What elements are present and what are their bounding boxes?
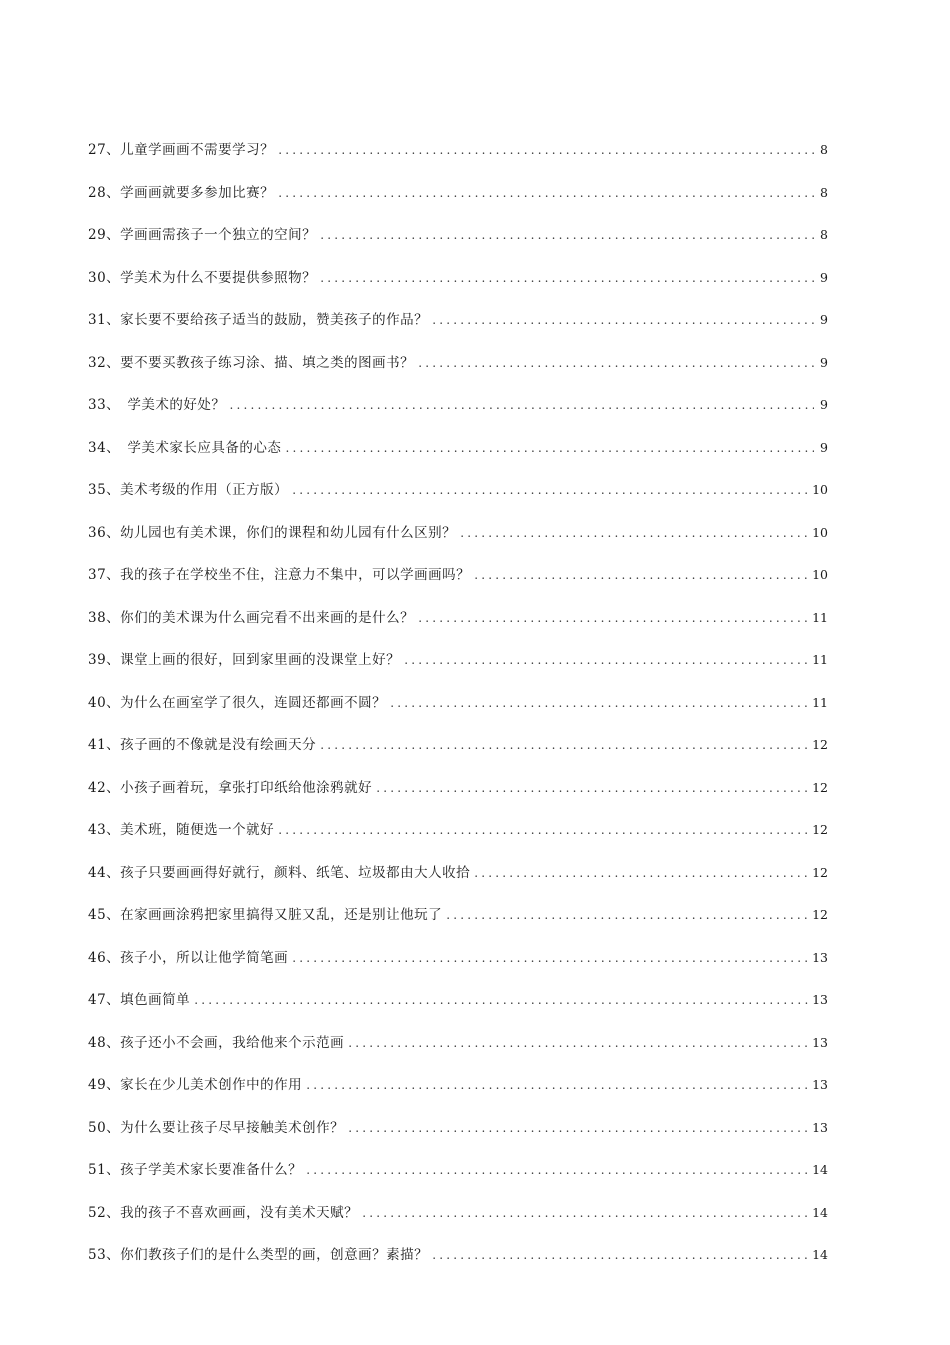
toc-page-number: 13 bbox=[812, 1034, 828, 1050]
toc-entry-title: 38、你们的美术课为什么画完看不出来画的是什么？ bbox=[88, 609, 415, 626]
toc-dot-leader bbox=[320, 257, 814, 300]
toc-page-number: 10 bbox=[812, 524, 828, 540]
toc-entry[interactable] bbox=[88, 299, 828, 342]
toc-page-number: 11 bbox=[812, 609, 828, 625]
toc-page-number: 12 bbox=[812, 737, 828, 752]
toc-entry-title: 46、孩子小，所以让他学简笔画 bbox=[88, 949, 289, 966]
toc-dot-leader bbox=[348, 1022, 808, 1065]
toc-dot-leader bbox=[285, 427, 814, 470]
toc-entry-title: 42、小孩子画着玩，拿张打印纸给他涂鸦就好 bbox=[88, 779, 373, 796]
toc-entry-title: 43、美术班，随便选一个就好 bbox=[88, 822, 275, 838]
toc-entry-title: 51、孩子学美术家长要准备什么？ bbox=[88, 1162, 303, 1178]
toc-entry-title: 29、学画画需孩子一个独立的空间？ bbox=[88, 227, 317, 243]
toc-entry-title: 32、要不要买教孩子练习涂、描、填之类的图画书？ bbox=[88, 354, 415, 371]
toc-entry[interactable] bbox=[88, 979, 828, 1022]
toc-entry[interactable] bbox=[88, 512, 828, 555]
toc-dot-leader bbox=[278, 172, 814, 215]
toc-entry[interactable] bbox=[88, 469, 828, 512]
toc-page-number: 9 bbox=[820, 354, 828, 370]
toc-dot-leader bbox=[278, 129, 814, 172]
toc-dot-leader bbox=[194, 979, 808, 1022]
toc-page-number: 14 bbox=[812, 1247, 828, 1262]
toc-dot-leader bbox=[362, 1192, 808, 1235]
toc-entry[interactable] bbox=[88, 129, 828, 172]
toc-dot-leader bbox=[446, 894, 808, 937]
toc-entry-title: 53、你们教孩子们的是什么类型的画，创意画？素描？ bbox=[88, 1247, 429, 1263]
toc-entry[interactable] bbox=[88, 1192, 828, 1235]
toc-entry[interactable] bbox=[88, 639, 828, 682]
toc-dot-leader bbox=[292, 937, 808, 980]
toc-page-number: 9 bbox=[820, 439, 828, 455]
toc-entry[interactable] bbox=[88, 554, 828, 597]
toc-entry[interactable] bbox=[88, 1064, 828, 1107]
toc-entry-title: 50、为什么要让孩子尽早接触美术创作？ bbox=[88, 1119, 345, 1136]
toc-dot-leader bbox=[474, 852, 808, 895]
toc-page-number: 13 bbox=[812, 1119, 828, 1135]
toc-entry[interactable] bbox=[88, 1234, 828, 1277]
toc-page-number: 8 bbox=[820, 227, 828, 242]
toc-dot-leader bbox=[320, 724, 808, 767]
toc-entry-title: 41、孩子画的不像就是没有绘画天分 bbox=[88, 737, 317, 753]
toc-entry-title: 49、家长在少儿美术创作中的作用 bbox=[88, 1077, 303, 1093]
toc-entry[interactable] bbox=[88, 894, 828, 937]
toc-dot-leader bbox=[229, 384, 814, 427]
toc-entry-title: 52、我的孩子不喜欢画画，没有美术天赋？ bbox=[88, 1204, 359, 1221]
toc-entry-title: 35、美术考级的作用（正方版） bbox=[88, 482, 289, 498]
toc-page-number: 13 bbox=[812, 949, 828, 965]
toc-entry-title: 33、 学美术的好处？ bbox=[88, 397, 226, 413]
toc-entry-title: 30、学美术为什么不要提供参照物？ bbox=[88, 269, 317, 286]
toc-entry[interactable] bbox=[88, 1149, 828, 1192]
toc-dot-leader bbox=[278, 809, 808, 852]
toc-entry[interactable] bbox=[88, 767, 828, 810]
toc-entry[interactable] bbox=[88, 597, 828, 640]
toc-page-number: 11 bbox=[812, 694, 828, 710]
toc-page-number: 14 bbox=[812, 1162, 828, 1177]
toc-entry-title: 44、孩子只要画画得好就行，颜料、纸笔、垃圾都由大人收拾 bbox=[88, 864, 471, 881]
toc-dot-leader bbox=[404, 639, 808, 682]
toc-page-number: 11 bbox=[812, 652, 828, 667]
toc-dot-leader bbox=[418, 342, 814, 385]
toc-page-number: 9 bbox=[820, 269, 828, 285]
toc-dot-leader bbox=[292, 469, 808, 512]
toc-page-number: 12 bbox=[812, 779, 828, 795]
toc-dot-leader bbox=[460, 512, 808, 555]
toc-entry-title: 39、课堂上画的很好，回到家里画的没课堂上好？ bbox=[88, 652, 401, 668]
toc-page-number: 8 bbox=[820, 142, 828, 157]
toc-dot-leader bbox=[432, 299, 814, 342]
toc-entry[interactable] bbox=[88, 852, 828, 895]
toc-entry[interactable] bbox=[88, 809, 828, 852]
toc-entry[interactable] bbox=[88, 1107, 828, 1150]
toc-entry-title: 28、学画画就要多参加比赛？ bbox=[88, 184, 275, 201]
toc-dot-leader bbox=[320, 214, 814, 257]
toc-page-number: 10 bbox=[812, 567, 828, 582]
toc-dot-leader bbox=[348, 1107, 808, 1150]
toc-entry[interactable] bbox=[88, 384, 828, 427]
toc-dot-leader bbox=[418, 597, 808, 640]
toc-dot-leader bbox=[432, 1234, 808, 1277]
toc-entry[interactable] bbox=[88, 257, 828, 300]
toc-page-number: 9 bbox=[820, 312, 828, 327]
toc-entry[interactable] bbox=[88, 342, 828, 385]
toc-entry-title: 36、幼儿园也有美术课，你们的课程和幼儿园有什么区别？ bbox=[88, 524, 457, 541]
toc-entry-title: 45、在家画画涂鸦把家里搞得又脏又乱，还是别让他玩了 bbox=[88, 907, 443, 923]
toc-page-number: 9 bbox=[820, 397, 828, 412]
toc-entry-title: 48、孩子还小不会画，我给他来个示范画 bbox=[88, 1034, 345, 1051]
toc-entry[interactable] bbox=[88, 427, 828, 470]
toc-dot-leader bbox=[306, 1064, 808, 1107]
toc-entry-title: 27、儿童学画画不需要学习？ bbox=[88, 142, 275, 158]
toc-page-number: 10 bbox=[812, 482, 828, 497]
toc-dot-leader bbox=[474, 554, 808, 597]
toc-page-number: 8 bbox=[820, 184, 828, 200]
toc-entry[interactable] bbox=[88, 937, 828, 980]
toc-entry-title: 37、我的孩子在学校坐不住，注意力不集中，可以学画画吗？ bbox=[88, 567, 471, 583]
toc-page-number: 12 bbox=[812, 907, 828, 922]
toc-page-number: 12 bbox=[812, 822, 828, 837]
toc-dot-leader bbox=[376, 767, 808, 810]
toc-dot-leader bbox=[390, 682, 808, 725]
toc-entry[interactable] bbox=[88, 172, 828, 215]
toc-page-number: 14 bbox=[812, 1204, 828, 1220]
toc-entry[interactable] bbox=[88, 1022, 828, 1065]
toc-entry[interactable] bbox=[88, 214, 828, 257]
toc-entry[interactable] bbox=[88, 724, 828, 767]
toc-entry-title: 31、家长要不要给孩子适当的鼓励，赞美孩子的作品？ bbox=[88, 312, 429, 328]
toc-entry-title: 40、为什么在画室学了很久，连圆还都画不圆？ bbox=[88, 694, 387, 711]
toc-page-number: 13 bbox=[812, 1077, 828, 1092]
toc-entry-title: 47、填色画简单 bbox=[88, 992, 191, 1008]
toc-page-number: 13 bbox=[812, 992, 828, 1007]
toc-entry-title: 34、 学美术家长应具备的心态 bbox=[88, 439, 282, 456]
toc-entry[interactable] bbox=[88, 682, 828, 725]
table-of-contents bbox=[88, 129, 828, 1277]
toc-dot-leader bbox=[306, 1149, 808, 1192]
toc-page-number: 12 bbox=[812, 864, 828, 880]
